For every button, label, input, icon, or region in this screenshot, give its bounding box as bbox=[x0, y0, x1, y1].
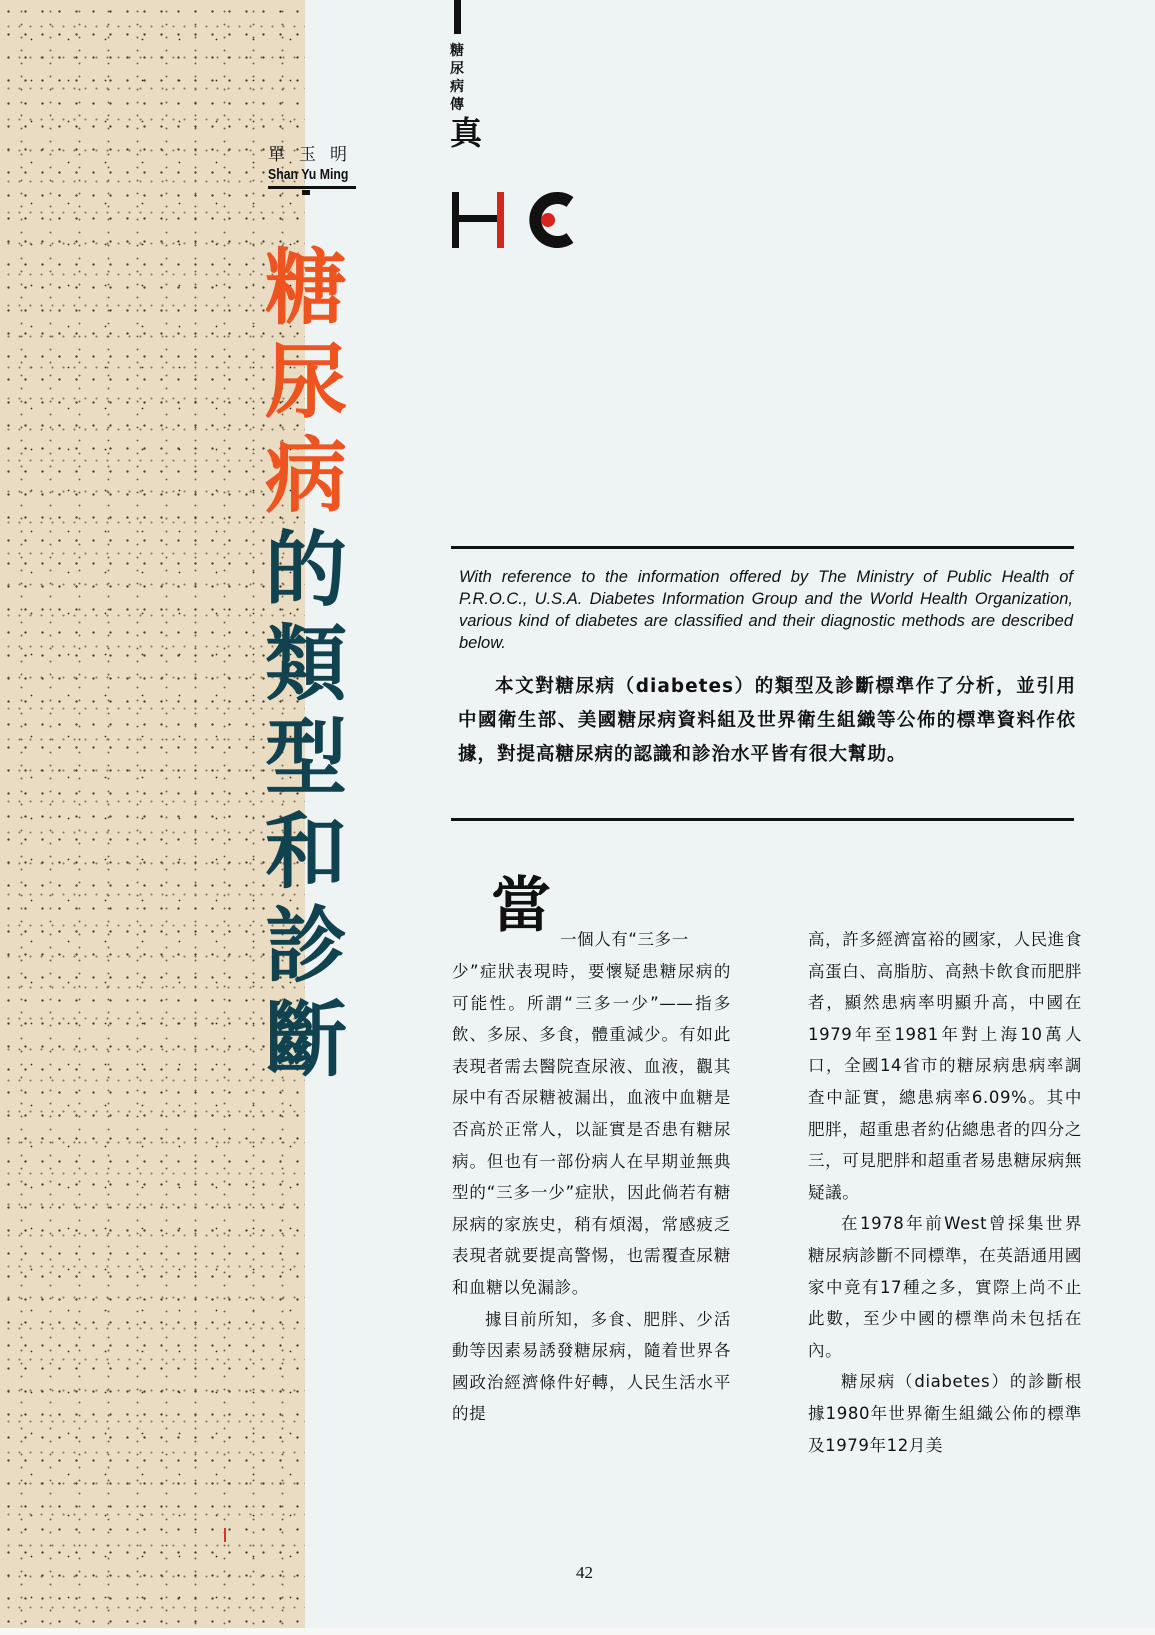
author-underline-tick bbox=[302, 190, 310, 195]
column1-first-line: 一個人有“三多一 bbox=[560, 930, 689, 949]
author-name-english: Shan Yu Ming bbox=[268, 166, 349, 183]
title-char: 和 bbox=[264, 805, 347, 900]
body-paragraph: 糖尿病（diabetes）的診斷根據1980年世界衛生組織公佈的標準及1979年12月美 bbox=[808, 1372, 1082, 1455]
title-char: 型 bbox=[264, 711, 347, 806]
page-bottom-edge bbox=[0, 1628, 1155, 1635]
title-char: 的 bbox=[264, 523, 347, 618]
title-char: 糖 bbox=[264, 241, 347, 336]
body-paragraph: 高，許多經濟富裕的國家，人民進食高蛋白、高脂肪、高熱卡飲食而肥胖者，顯然患病率明顯升高，中國在1979年至1981年對上海10萬人口，全國14省市的糖尿病患病率調查中証實，總患病率6.09%。其中肥胖，超重患者約佔總患者的四分之三，可見肥胖和超重者易患糖尿病無疑議。 bbox=[808, 930, 1082, 1202]
article-title bbox=[250, 242, 362, 1088]
abstract-english: With reference to the information offered by The Ministry of Public Health of P.R.O.C., U.S.A. Diabetes Information Group and the World Health Organization, various kind of diabetes are classified and their diagnostic methods are described below. bbox=[459, 568, 1073, 652]
abstract-bottom-rule bbox=[451, 818, 1074, 821]
body-paragraph: 少”症狀表現時，要懷疑患糖尿病的可能性。所謂“三多一少”——指多飲、多尿、多食，體重減少。有如此表現者需去醫院查尿液、血液，觀其尿中有否尿糖被漏出，血液中血糖是否高於正常人，以証實是否患有糖尿病。但也有一部份病人在早期並無典型的“三多一少”症狀，因此倘若有糖尿病的家族史，稍有煩渴，常感疲乏表現者就要提高警惕，也需覆查尿糖和血糖以免漏診。 bbox=[452, 962, 731, 1297]
title-char: 斷 bbox=[264, 993, 347, 1088]
body-column-1 bbox=[452, 956, 731, 1430]
author-name-chinese: 單玉明 bbox=[268, 145, 361, 165]
title-char: 尿 bbox=[264, 335, 347, 430]
series-header-bar bbox=[454, 0, 461, 34]
title-char: 病 bbox=[264, 429, 347, 524]
title-char: 類 bbox=[264, 617, 347, 712]
series-label: 糖尿病傳 bbox=[450, 43, 464, 113]
body-column-2 bbox=[808, 924, 1082, 1461]
body-paragraph: 據目前所知，多食、肥胖、少活動等因素易誘發糖尿病，隨着世界各國政治經濟條件好轉，人民生活水平的提 bbox=[452, 1309, 731, 1424]
hc-logo-icon bbox=[452, 192, 580, 248]
page-number: 42 bbox=[576, 1563, 593, 1582]
abstract-top-rule bbox=[451, 546, 1074, 549]
red-mark-decoration bbox=[224, 1528, 226, 1542]
abstract-chinese: 本文對糖尿病（diabetes）的類型及診斷標準作了分析，並引用中國衛生部、美國糖尿病資料組及世界衛生組織等公佈的標準資料作依據，對提高糖尿病的認識和診治水平皆有很大幫助。 bbox=[458, 676, 1076, 765]
author-underline bbox=[268, 186, 356, 189]
series-character: 真 bbox=[450, 114, 483, 152]
title-char: 診 bbox=[264, 899, 347, 994]
drop-cap: 當 bbox=[491, 871, 551, 941]
body-paragraph: 在1978年前West曾採集世界糖尿病診斷不同標準，在英語通用國家中竟有17種之多，實際上尚不止此數，至少中國的標準尚未包括在內。 bbox=[808, 1214, 1082, 1360]
